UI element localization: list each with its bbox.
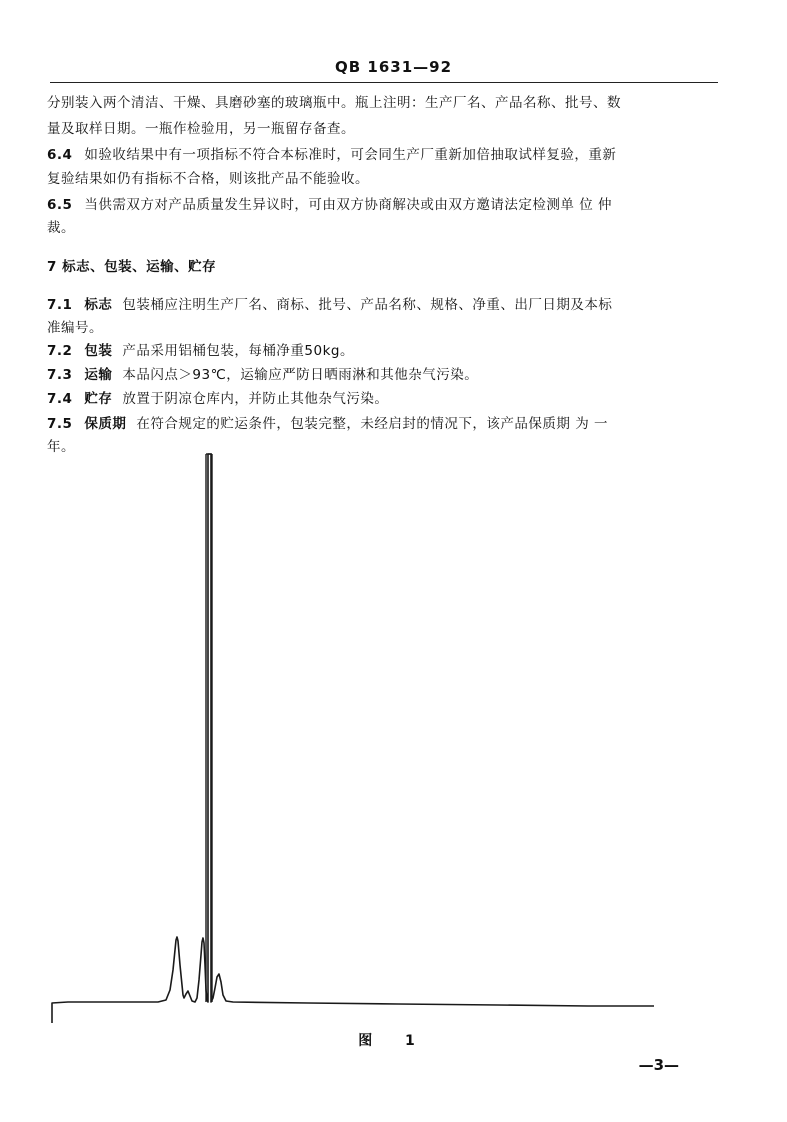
clause-number: 7.4 — [47, 391, 73, 407]
paragraph-line: 裁。 — [47, 220, 75, 236]
clause-number: 7.5 — [47, 416, 73, 432]
clause-number: 6.4 — [47, 147, 73, 163]
clause-number: 7.3 — [47, 367, 73, 383]
chromatogram-baseline-and-peaks — [52, 454, 654, 1023]
clause-keyword: 运输 — [84, 367, 113, 383]
clause-number: 7.1 — [47, 297, 73, 313]
clause-7-3: 7.3 运输 本品闪点＞93℃，运输应严防日晒雨淋和其他杂气污染。 — [47, 367, 479, 383]
clause-7-2: 7.2 包装 产品采用铝桶包装，每桶净重50kg。 — [47, 343, 354, 359]
clause-6-5: 6.5 当供需双方对产品质量发生异议时，可由双方协商解决或由双方邀请法定检测单 位 仲 — [47, 197, 613, 213]
page-number: —3— — [638, 1056, 679, 1074]
clause-number: 7.2 — [47, 343, 73, 359]
paragraph-line: 复验结果如仍有指标不合格，则该批产品不能验收。 — [47, 171, 369, 187]
paragraph-line: 分别装入两个清洁、干燥、具磨砂塞的玻璃瓶中。瓶上注明：生产厂名、产品名称、批号、数 — [47, 95, 621, 111]
paragraph-line: 年。 — [47, 439, 75, 455]
clause-keyword: 包装 — [84, 343, 113, 359]
clause-number: 6.5 — [47, 197, 73, 213]
header-rule — [50, 82, 718, 83]
section-7-heading: 7 标志、包装、运输、贮存 — [47, 259, 217, 275]
clause-keyword: 标志 — [84, 297, 113, 313]
standard-number-header: QB 1631—92 — [334, 58, 453, 76]
chromatogram-figure — [48, 450, 658, 1030]
clause-7-1: 7.1 标志 包装桶应注明生产厂名、商标、批号、产品名称、规格、净重、出厂日期及本标 — [47, 297, 613, 313]
clause-6-4: 6.4 如验收结果中有一项指标不符合本标准时，可会同生产厂重新加倍抽取试样复验，重新 — [47, 147, 617, 163]
paragraph-line: 量及取样日期。一瓶作检验用，另一瓶留存备查。 — [47, 121, 355, 137]
paragraph-line: 准编号。 — [47, 320, 103, 336]
clause-7-4: 7.4 贮存 放置于阴凉仓库内，并防止其他杂气污染。 — [47, 391, 389, 407]
clause-keyword: 贮存 — [84, 391, 113, 407]
figure-caption: 图 1 — [358, 1033, 429, 1049]
clause-7-5: 7.5 保质期 在符合规定的贮运条件，包装完整，未经启封的情况下，该产品保质期 为 一 — [47, 416, 609, 432]
clause-keyword: 保质期 — [84, 416, 127, 432]
